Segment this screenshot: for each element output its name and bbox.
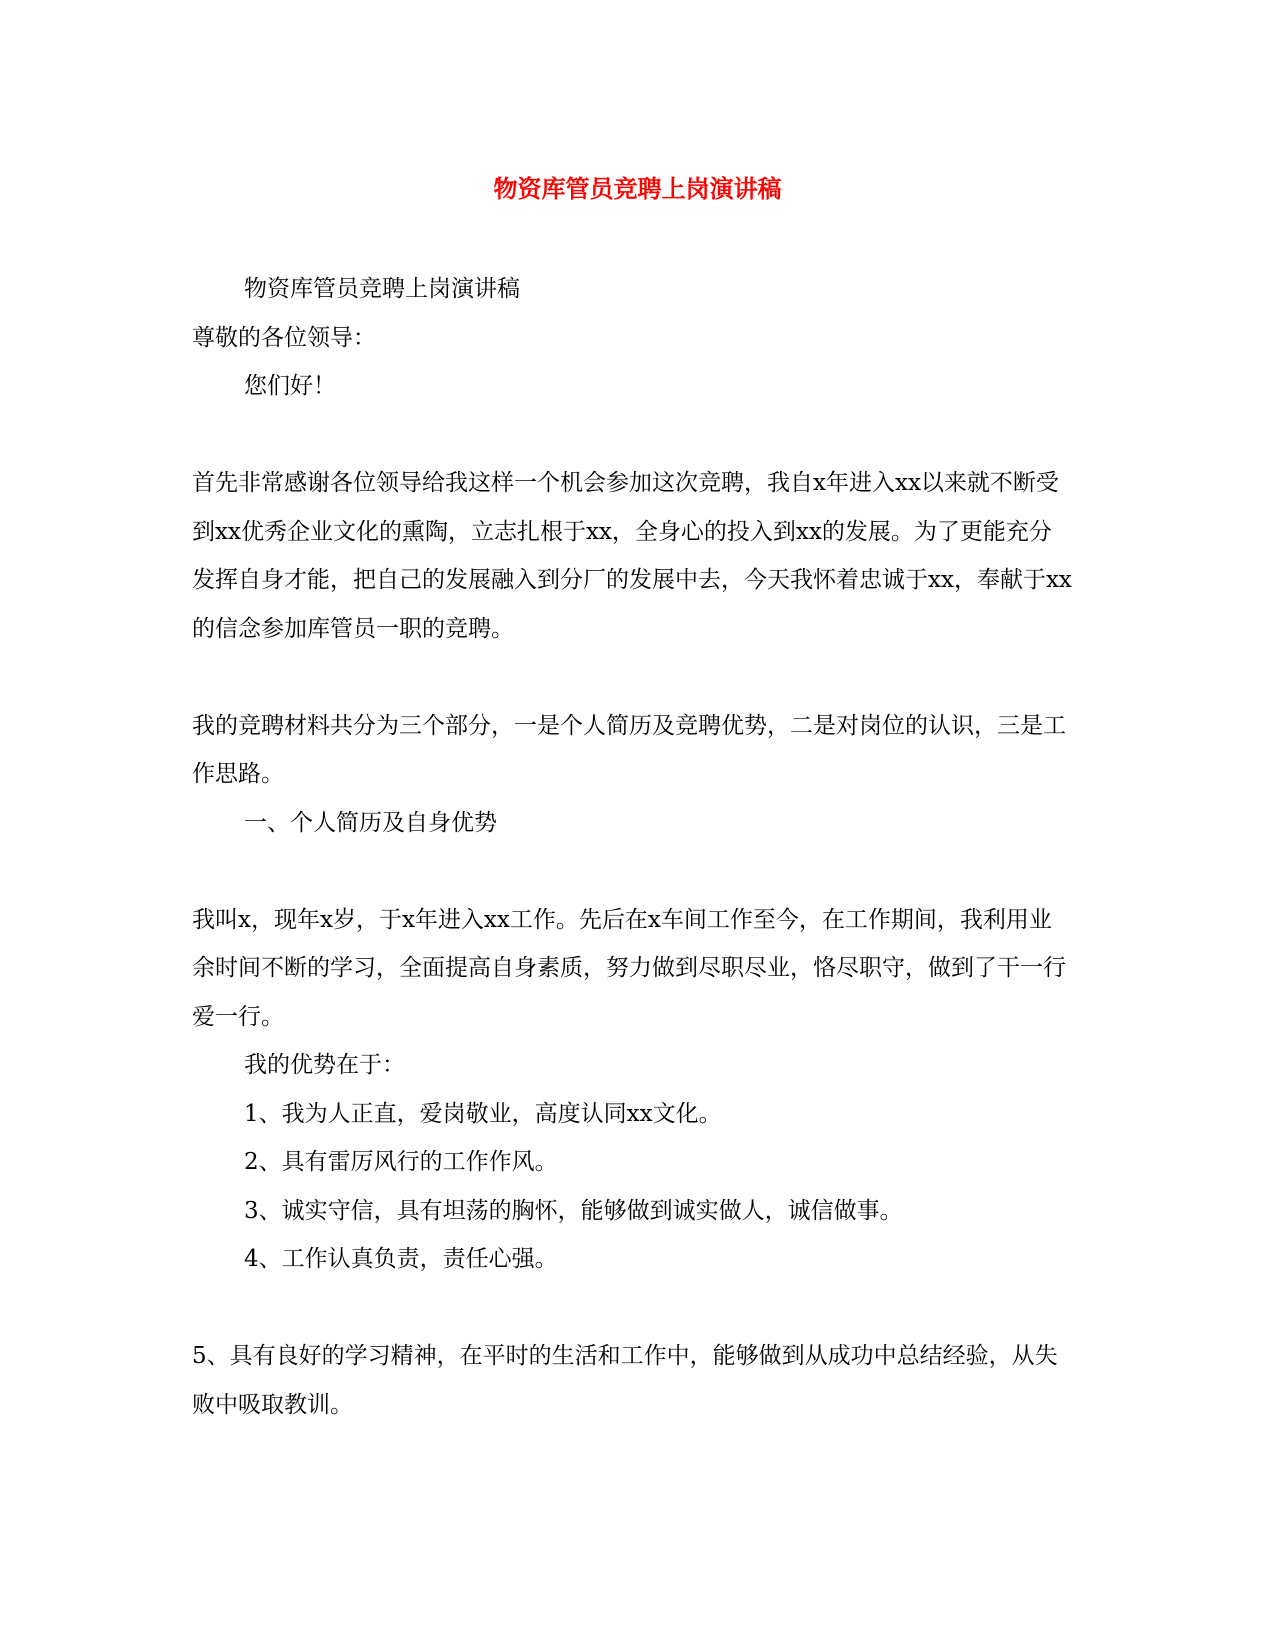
- paragraph-greeting: 您们好！: [244, 373, 336, 399]
- paragraph-introduction: 首先非常感谢各位领导给我这样一个机会参加这次竞聘，我自x年进入xx以来就不断受到xx优秀企业文化的熏陶，立志扎根于xx，全身心的投入到xx的发展。为了更能充分发挥自身才能，把自己的发展融入到分厂的发展中去，今天我怀着忠诚于xx，奉献于xx的信念参加库管员一职的竞聘。: [192, 470, 1072, 642]
- document-title: 物资库管员竞聘上岗演讲稿: [493, 174, 782, 203]
- section-heading-resume: 一、个人简历及自身优势: [244, 809, 497, 836]
- paragraph-advantages-intro: 我的优势在于：: [244, 1052, 405, 1078]
- list-item-advantage-3: 3、诚实守信，具有坦荡的胸怀，能够做到诚实做人，诚信做事。: [244, 1197, 903, 1224]
- list-item-advantage-2: 2、具有雷厉风行的工作作风。: [244, 1149, 558, 1175]
- paragraph-resume: 我叫x，现年x岁，于x年进入xx工作。先后在x车间工作至今，在工作期间，我利用业余时间不断的学习，全面提高自身素质，努力做到尽职尽业，恪尽职守，做到了干一行爱一行。: [192, 906, 1066, 1030]
- list-item-advantage-5: 5、具有良好的学习精神，在平时的生活和工作中，能够做到从成功中总结经验，从失败中吸取教训。: [192, 1343, 1058, 1418]
- list-item-advantage-4: 4、工作认真负责，责任心强。: [244, 1246, 558, 1272]
- paragraph-salutation: 尊敬的各位领导：: [192, 324, 376, 351]
- paragraph-subtitle: 物资库管员竞聘上岗演讲稿: [244, 276, 520, 302]
- paragraph-outline: 我的竞聘材料共分为三个部分，一是个人简历及竞聘优势，二是对岗位的认识，三是工作思路。: [192, 712, 1066, 787]
- document-body: [192, 265, 1072, 1429]
- list-item-advantage-1: 1、我为人正直，爱岗敬业，高度认同xx文化。: [244, 1100, 722, 1127]
